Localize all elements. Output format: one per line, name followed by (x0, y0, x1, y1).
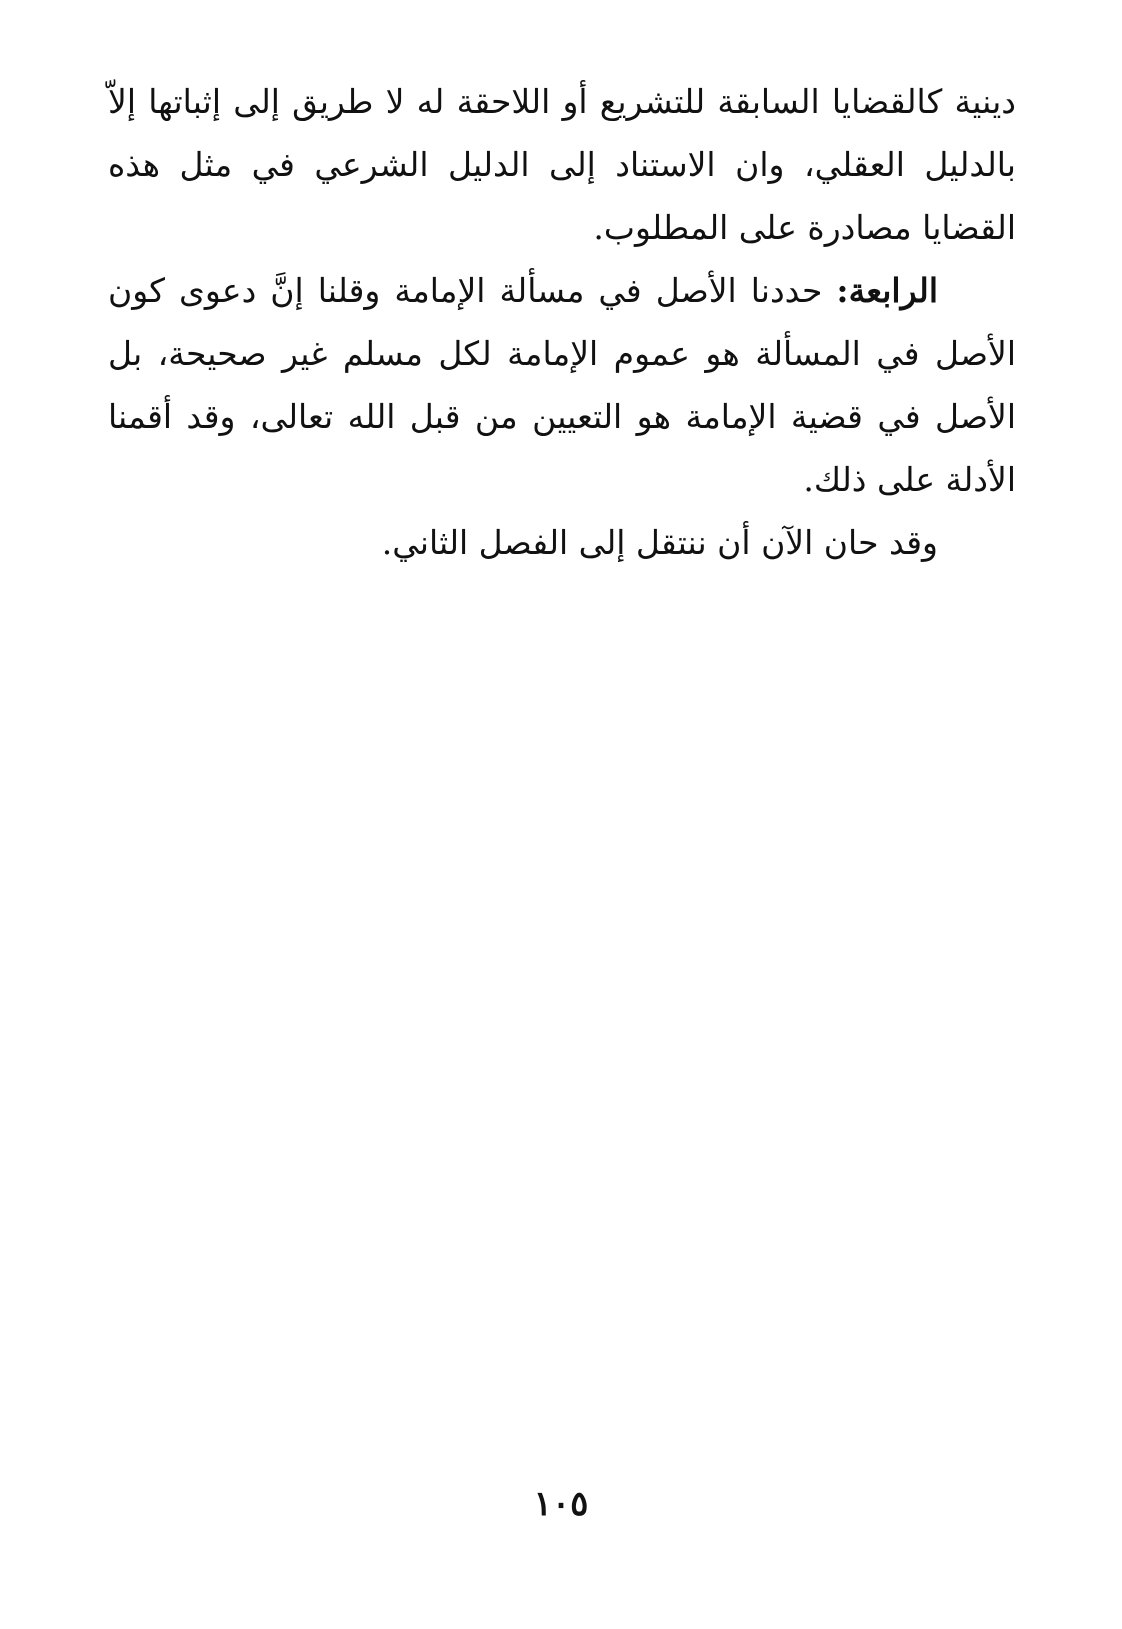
paragraph-text: وقد حان الآن أن ننتقل إلى الفصل الثاني. (381, 523, 938, 562)
body-text (108, 70, 1016, 574)
paragraph-fourth-point (108, 259, 1016, 511)
paragraph-lead: الرابعة: (836, 271, 938, 310)
paragraph-text: حددنا الأصل في مسألة الإمامة وقلنا إنَّ دعوى كون الأصل في المسألة هو عموم الإمامة لكل مسلم غير صحيحة، بل الأصل في قضية الإمامة هو التعيين من قبل الله تعالى، وقد أقمنا الأدلة على ذلك. (108, 271, 1016, 499)
paragraph-transition (108, 511, 1016, 574)
page-number: ١٠٥ (533, 1484, 589, 1524)
paragraph-continuation (108, 70, 1016, 259)
paragraph-text: دينية كالقضايا السابقة للتشريع أو اللاحقة له لا طريق إلى إثباتها إلاّ بالدليل العقلي، وان الاستناد إلى الدليل الشرعي في مثل هذه القضايا مصادرة على المطلوب. (108, 82, 1016, 247)
